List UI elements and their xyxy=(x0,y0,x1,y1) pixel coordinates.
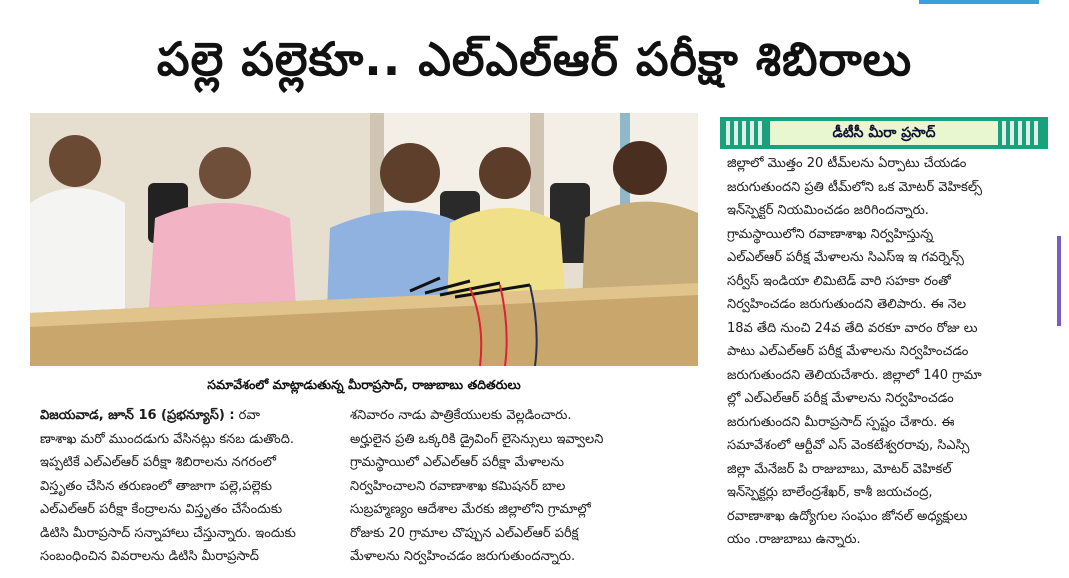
article-line xyxy=(40,404,340,428)
article-line: అర్హులైన ప్రతి ఒక్కరికి డ్రైవింగ్ లైసెన్సులు ఇవ్వాలని xyxy=(350,431,604,447)
article-line: నిర్వహించాలని రవాణాశాఖ కమిషనర్ బాల xyxy=(350,478,566,494)
press-meet-photo xyxy=(30,113,698,366)
article-line: శనివారం నాడు పాత్రికేయులకు వెల్లడించారు. xyxy=(350,408,572,423)
article-line: జరుగుతుందని తెలియచేశారు. జిల్లాలో 140 గ్రామా xyxy=(727,367,982,383)
article-line: జరుగుతుందని ప్రతి టీమ్‌లోని ఒక మోటర్ వెహికల్స్ xyxy=(727,179,983,195)
article-line: గ్రామస్థాయిలో ఎల్ఎల్ఆర్ పరీక్షా మేళాలను xyxy=(350,455,565,470)
article-line: ఇన్‌స్పెక్టర్ నియమించడం జరిగిందన్నారు. xyxy=(727,203,929,218)
article-line: ఇన్‌స్పెక్టర్లు బాలేంద్రశేఖర్, కాశీ జయచంద్ర, xyxy=(727,485,933,500)
article-line: జిల్లా మేనేజర్ పి రాజుబాబు, మోటర్ వెహికల్ xyxy=(727,461,952,477)
article-line: నిర్వహించడం జరుగుతుందని తెలిపారు. ఈ నెల xyxy=(727,297,967,312)
article-line: ణాశాఖ మరో ముందడుగు వేసినట్లు కనబ డుతొంది. xyxy=(40,431,295,447)
article-line: గ్రామస్థాయిలోని రవాణాశాఖ నిర్వహిస్తున్న xyxy=(727,226,934,242)
banner-stripes-right xyxy=(1002,121,1042,145)
article-line: ఎల్ఎల్ఆర్ పరీక్ష మేళాలను సిఎస్ఇ ఇ గవర్నెన్స్ xyxy=(727,250,964,265)
top-accent-stripe xyxy=(919,0,1039,4)
banner-stripes-left xyxy=(726,121,766,145)
article-line: సంబంధించిన వివరాలను డిటిసి మీరాప్రసాద్ xyxy=(40,549,259,564)
article-line: డిటిసి మీరాప్రసాద్ సన్నాహాలు చేస్తున్నారు. ఇందుకు xyxy=(40,525,296,541)
article-line: యం .రాజుబాబు ఉన్నారు. xyxy=(727,532,861,547)
article-line: పాటు ఎల్ఎల్ఆర్ పరీక్ష మేళాలను నిర్వహించడం xyxy=(727,344,969,359)
article-column-right xyxy=(727,152,1027,552)
article-line: సుబ్రహ్మణ్యం ఆదేశాల మేరకు జిల్లాలోని గ్రామాల్లో xyxy=(350,502,591,517)
article-line: ఇప్పటికే ఎల్ఎల్ఆర్ పరీక్షా శిబిరాలను నగరంలో xyxy=(40,455,277,470)
article-line: ల్లో ఎల్ఎల్ఆర్ పరీక్ష మేళాలను నిర్వహించడం xyxy=(727,391,954,406)
article-line: రోజుకు 20 గ్రామాల చొప్పున ఎల్ఎల్ఆర్ పరీక్ష xyxy=(350,525,579,541)
sidebar-title-banner xyxy=(720,117,1048,149)
headline: పల్లె పల్లెకూ.. ఎల్‌ఎల్‌ఆర్ పరీక్షా శిబిరాలు xyxy=(156,32,913,86)
article-line: జిల్లాలో మొత్తం 20 టీమ్‌లను ఏర్పాటు చేయడం xyxy=(727,156,967,171)
article-line: జరుగుతుందని మీరాప్రసాద్ స్పష్టం చేశారు. ఈ xyxy=(727,414,955,430)
dateline: విజయవాడ, జూన్ 16 (ప్రభన్యూస్) : xyxy=(40,408,235,423)
article-line: మేళాలను నిర్వహించడం జరుగుతుందన్నారు. xyxy=(350,549,576,564)
sidebar-title: డీటీసీ మీరా ప్రసాద్ xyxy=(770,121,998,145)
article-line: రవాణాశాఖ ఉద్యోగుల సంఘం జోనల్ అధ్యక్షులు xyxy=(727,508,968,524)
article-line: 18వ తేది నుంచి 24వ తేది వరకూ వారం రోజు లు xyxy=(727,320,978,336)
column-accent-line xyxy=(1057,236,1061,326)
article-line: సమావేశంలో ఆర్టీవో ఎస్ వెంకటేశ్వరరావు, సిఎస్సి xyxy=(727,438,970,453)
article-line-text: రవా xyxy=(234,408,261,423)
news-photo xyxy=(30,113,698,366)
photo-caption: సమావేశంలో మాట్లాడుతున్న మీరాప్రసాద్, రాజుబాబు తదితరులు xyxy=(207,377,521,392)
article-column-left xyxy=(40,404,340,569)
article-line: సర్వీస్ ఇండియా లిమిటెడ్ వారి సహకా రంతో xyxy=(727,273,951,289)
article-column-middle xyxy=(350,404,698,569)
article-line: ఎల్ఎల్ఆర్ పరీక్షా కేంద్రాలను విస్తృతం చేసేందుకు xyxy=(40,502,283,517)
article-line: విస్తృతం చేసిన తరుణంలో తాజాగా పల్లె,పల్లెకు xyxy=(40,478,272,494)
page-top-bar xyxy=(0,0,1069,8)
